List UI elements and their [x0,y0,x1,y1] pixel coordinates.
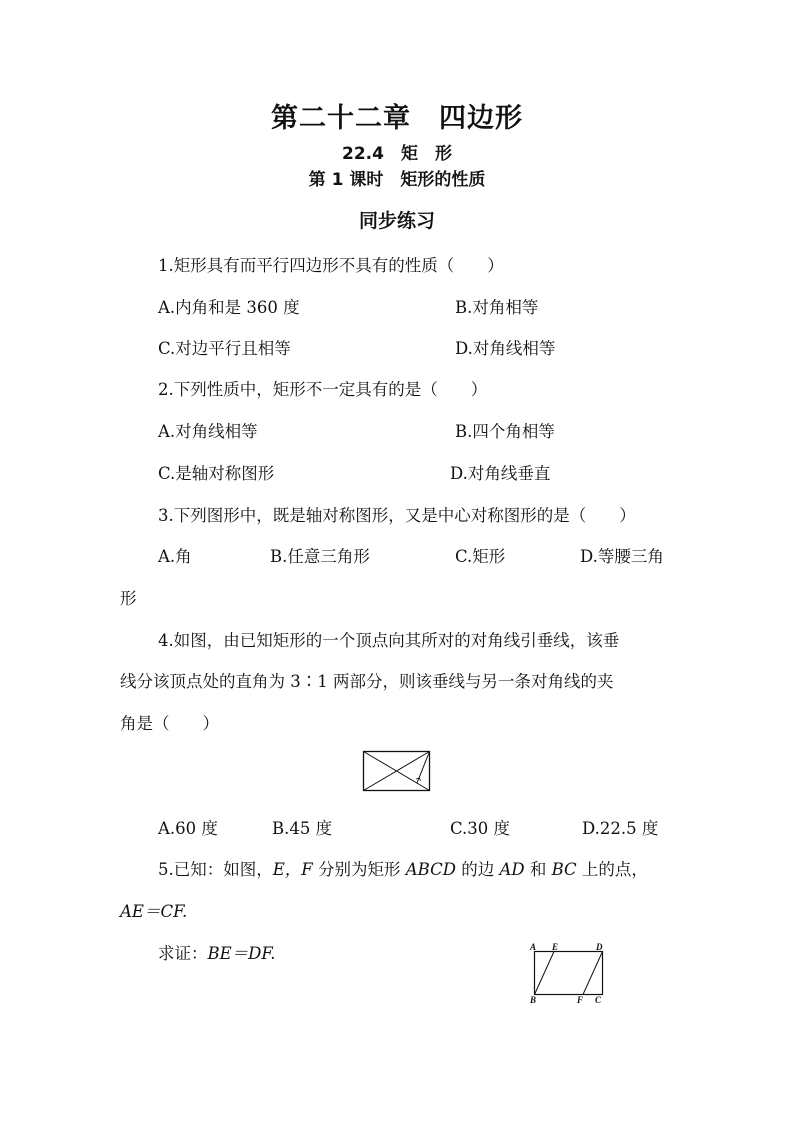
q2-stem: 2.下列性质中，矩形不一定具有的是（ ） [158,380,488,399]
q4-option-d: D.22.5 度 [582,819,659,838]
q5-and: 和 [524,860,552,879]
q5-prove-statement: BE＝DF. [207,944,276,963]
q3-option-b: B.任意三角形 [270,547,370,566]
q5-prove-label: 求证： [158,944,208,963]
q5-rect-name: ABCD [405,860,456,879]
q5-side-bc: BC [551,860,577,879]
q3-stem: 3.下列图形中，既是轴对称图形，又是中心对称图形的是（ ） [158,506,636,525]
q5-mid-text-2: 的边 [455,860,500,879]
q5-label-f: F [577,995,584,1004]
q5-label-d: D [596,942,603,952]
chapter-title: 第二十二章 四边形 [271,103,523,134]
q5-label-e: E [552,942,559,952]
q5-segment-df [583,952,603,995]
lesson-title: 第 1 课时 矩形的性质 [308,170,486,190]
q1-option-c: C.对边平行且相等 [158,339,291,358]
q2-option-d: D.对角线垂直 [450,464,551,483]
q3-option-d-continued: 形 [120,589,137,608]
q4-option-a: A.60 度 [158,819,218,838]
practice-title: 同步练习 [358,210,435,232]
q5-side-ad: AD [499,860,525,879]
q1-option-b: B.对角相等 [455,298,539,317]
section-title: 22.4 矩 形 [342,144,452,164]
q2-option-c: C.是轴对称图形 [158,464,275,483]
q4-line-2: 线分该顶点处的直角为 3∶1 两部分，则该垂线与另一条对角线的夹 [120,672,614,691]
q4-line-1: 4.如图，由已知矩形的一个顶点向其所对的对角线引垂线，该垂 [158,631,620,650]
q5-label-a: A [530,942,537,952]
q3-option-d: D.等腰三角 [580,547,664,566]
q4-line-3: 角是（ ） [120,714,219,733]
q3-option-c: C.矩形 [455,547,506,566]
q1-option-a: A.内角和是 360 度 [158,298,300,317]
q3-option-a: A.角 [158,547,192,566]
q5-mid-text: 分别为矩形 [312,860,406,879]
q4-option-b: B.45 度 [272,819,333,838]
q5-prefix: 5.已知：如图， [158,860,273,879]
q5-segment-be [535,952,555,995]
q5-points-ef: E，F [272,860,313,879]
q5-rectangle-figure [528,940,610,1004]
q5-label-b: B [530,995,537,1004]
q5-label-c: C [595,995,602,1004]
q5-line-2: AE＝CF. [120,902,188,921]
q5-line-end: 上的点， [576,860,648,879]
q1-stem: 1.矩形具有而平行四边形不具有的性质（ ） [158,256,504,275]
q5-prove [158,940,276,964]
q1-option-d: D.对角线相等 [455,339,556,358]
q5-line-1 [158,856,648,880]
q4-option-c: C.30 度 [450,819,511,838]
q2-option-a: A.对角线相等 [158,422,258,441]
q2-option-b: B.四个角相等 [455,422,555,441]
q4-rectangle-figure [362,750,432,794]
